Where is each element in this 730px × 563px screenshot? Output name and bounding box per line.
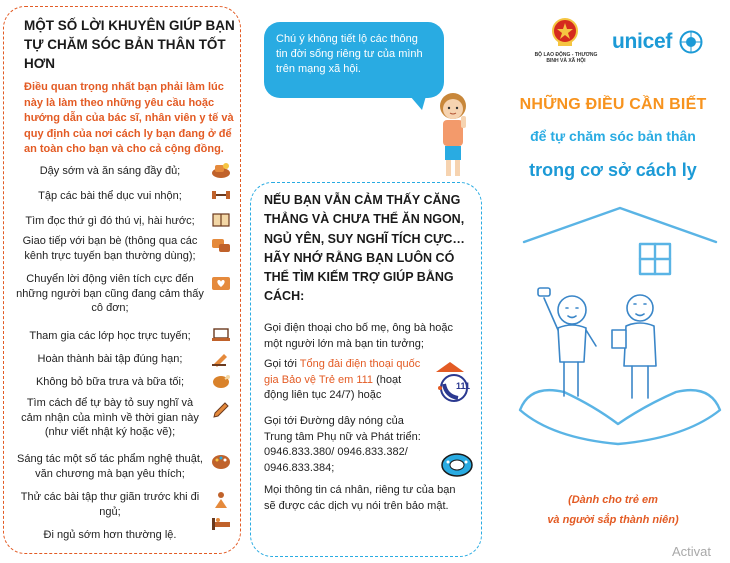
unicef-globe-icon [679, 30, 703, 54]
help-item-hotline-111 [264, 357, 428, 404]
unicef-logo-text: unicef [612, 30, 673, 53]
protected-children-illustration [510, 200, 725, 460]
book-icon [210, 210, 232, 230]
heart-message-icon [210, 274, 232, 294]
help-item-parents: Gọi điện thoại cho bố mẹ, ông bà hoặc một người lớn mà bạn tin tưởng; [264, 322, 453, 350]
audience-line-2: và người sắp thành niên) [547, 514, 679, 526]
breakfast-icon [210, 160, 232, 180]
privacy-note: Mọi thông tin cá nhân, riêng tư của bạn sẽ được các dịch vụ nói trên bảo mật. [264, 484, 456, 512]
pencil-icon [210, 400, 232, 420]
location-heading: trong cơ sở cách ly [529, 160, 697, 180]
bed-icon [210, 512, 232, 532]
help-section-title: NẾU BẠN VẪN CẢM THẤY CĂNG THẲNG VÀ CHƯA THỂ ĂN NGON, NGỦ YÊN, SUY NGHĨ TÍCH CỰC… HÃY NHỚ RẰNG BẠN LUÔN CÓ THỂ TÌM KIẾM TRỢ GIÚP BẰNG CÁCH: [264, 193, 465, 304]
hotline-prefix: Gọi tới [264, 358, 300, 370]
hotline-111-name: Tổng đài điện thoại quốc gia Bảo vệ Trẻ em 111 [264, 358, 421, 386]
tip-item: Không bỏ bữa trưa và bữa tối; [35, 376, 185, 388]
help-item-women-center: Gọi tới Đường dây nóng của Trung tâm Phụ nữ và Phát triển: 0946.833.380/ 0946.833.382/ 0946.833.384; [264, 415, 421, 474]
tip-item: Giao tiếp với bạn bè (thông qua các kênh trực tuyến bạn thường dùng); [22, 235, 198, 262]
activation-watermark: Activat [672, 544, 712, 559]
left-panel-intro: Điều quan trọng nhất bạn phải làm lúc này là làm theo những yêu cầu hoặc hướng dẫn của bác sĩ, nhân viên y tế và quy định của nơi cách ly bạn đang ở để an toàn cho bạn và cho cả cộng đồng. [24, 81, 234, 155]
dial-phone-icon [440, 450, 474, 480]
speech-bubble-tail [410, 96, 426, 110]
tip-item: Thử các bài tập thư giãn trước khi đi ngủ; [20, 491, 200, 518]
tip-item: Sáng tác một số tác phẩm nghệ thuật, văn chương mà bạn yêu thích; [17, 453, 203, 480]
audience-line-1: (Dành cho trẻ em [568, 494, 658, 506]
tip-item: Hoàn thành bài tập đúng hạn; [37, 353, 183, 365]
writing-hand-icon [210, 348, 232, 368]
tip-item: Tìm đọc thứ gì đó thú vị, hài hước; [25, 215, 195, 227]
tip-item: Tham gia các lớp học trực tuyến; [29, 330, 191, 342]
ministry-name: BỘ LAO ĐỘNG - THƯƠNG BINH VÀ XÃ HỘI [534, 52, 598, 64]
tip-item: Tập các bài thể dục vui nhộn; [38, 190, 182, 202]
tip-item: Chuyển lời động viên tích cực đến những người bạn cũng đang cảm thấy cô đơn; [16, 273, 204, 314]
palette-icon [210, 452, 232, 472]
laptop-icon [210, 325, 232, 345]
relax-icon [210, 490, 232, 510]
chicken-icon [210, 371, 232, 391]
sub-heading: để tự chăm sóc bản thân [530, 128, 696, 144]
main-heading: NHỮNG ĐIỀU CẦN BIẾT [519, 96, 707, 113]
tip-item: Đi ngủ sớm hơn thường lệ. [43, 529, 177, 541]
chat-icon [210, 236, 232, 256]
left-panel-title: MỘT SỐ LỜI KHUYÊN GIÚP BẠN TỰ CHĂM SÓC BẢN THÂN TỐT HƠN [24, 18, 235, 71]
dumbbell-icon [210, 185, 232, 205]
hotline-suffix: (hoạt động liên tục 24/7) hoặc [264, 373, 402, 401]
hotline-111-logo [430, 358, 478, 406]
child-illustration [430, 90, 476, 180]
tip-item: Dậy sớm và ăn sáng đầy đủ; [39, 165, 181, 177]
ministry-emblem-icon [552, 18, 578, 48]
hotline-111-badge-text: 111 [456, 381, 471, 391]
privacy-speech-bubble: Chú ý không tiết lộ các thông tin đời sống riêng tư của mình trên mạng xã hội. [264, 22, 444, 98]
tip-item: Tìm cách để tự bày tỏ suy nghĩ và cảm nhận của mình về thời gian này (như viết nhật ký hoặc vẽ); [21, 397, 199, 438]
